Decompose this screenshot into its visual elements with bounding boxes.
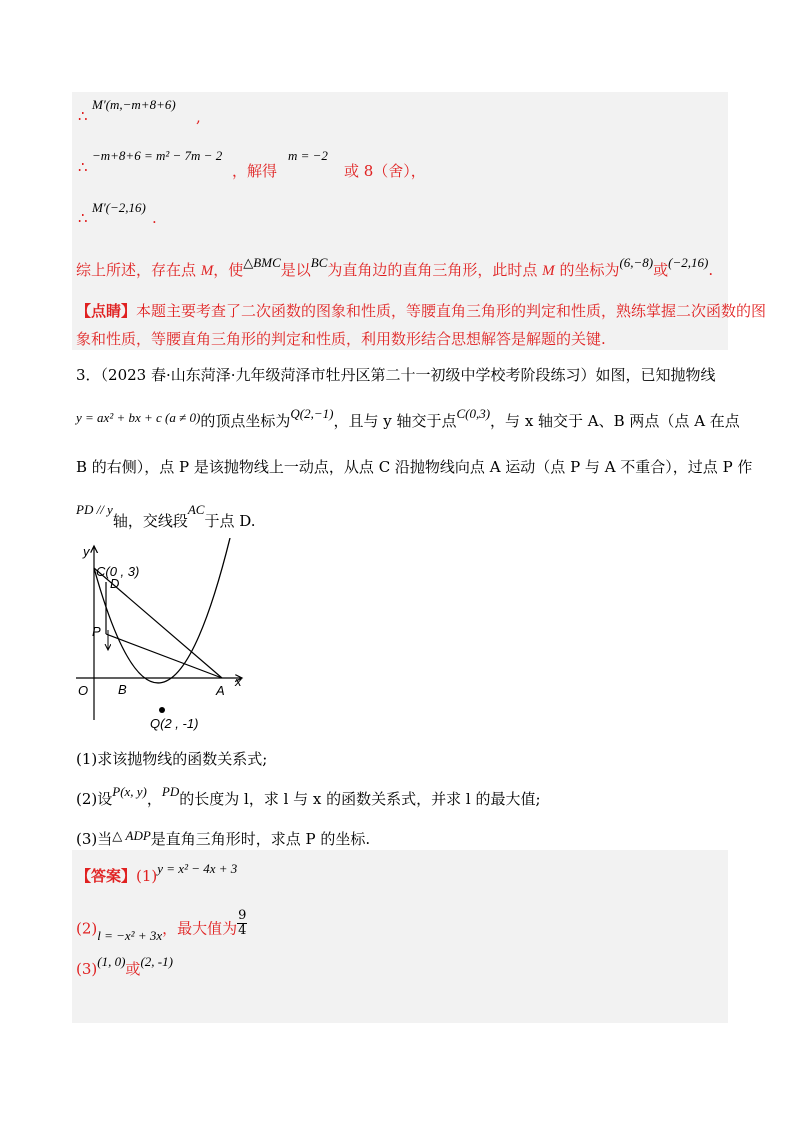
vertex-point <box>159 707 165 713</box>
question-source-line: 3．（2023 春·山东菏泽·九年级菏泽市牡丹区第二十一初级中学校考阶段练习）如图，已知抛物线 <box>76 366 716 384</box>
subquestion-2: (2)设P(x, y)，PD的长度为 l，求 l 与 x 的函数关系式，并求 l 的最大值; <box>76 784 541 808</box>
label-y: y <box>83 544 90 559</box>
question-line-3: B 的右侧），点 P 是该抛物线上一动点，从点 C 沿抛物线向点 A 运动（点 P 与 A 不重合），过点 P 作 <box>76 458 753 476</box>
parabola-curve <box>94 538 230 683</box>
fraction-numerator: 9 <box>238 908 247 923</box>
therefore-3: ∴ <box>78 209 88 227</box>
answer-line-1: 【答案】(1)y = x² − 4x + 3 <box>76 861 238 885</box>
question-line-2: y = ax² + bx + c (a ≠ 0)的顶点坐标为Q(2,−1)，且与 y 轴交于点C(0,3)，与 x 轴交于 A、B 两点（点 A 在点 <box>76 406 740 430</box>
label-c: C(0 , 3) <box>96 564 140 579</box>
label-q: Q(2 , -1) <box>150 716 199 731</box>
fraction-denominator: 4 <box>238 923 247 938</box>
parabola-figure <box>70 538 260 738</box>
comma-1: , <box>196 108 201 126</box>
label-origin: O <box>78 683 89 698</box>
label-p: P <box>92 624 101 639</box>
question-line-4: PD // y轴，交线段AC于点 D. <box>76 502 256 530</box>
math-m-prime-2: M′(−2,16) <box>92 200 146 215</box>
label-b: B <box>118 682 127 697</box>
label-d: D <box>110 576 120 591</box>
answer-line-2: (2)l = −x² + 3x，最大值为 $\frac{9}{4}$ <box>76 908 247 943</box>
therefore-1: ∴ <box>78 107 88 125</box>
comment-line-2: 象和性质，等腰直角三角形的判定和性质，利用数形结合思想解答是解题的关键. <box>76 330 606 348</box>
label-a: A <box>216 683 225 698</box>
answer-line-3: (3)(1, 0)或(2, -1) <box>76 954 173 978</box>
solve-text: ，解得 <box>232 162 278 180</box>
math-equation: −m+8+6 = m² − 7m − 2 <box>92 148 223 163</box>
math-m-value: m = −2 <box>288 148 328 163</box>
reject-text: 或 8（舍）， <box>344 162 426 180</box>
conclusion-line: 综上所述，存在点 M，使△BMC是以BC为直角边的直角三角形，此时点 M 的坐标为(6,−8)或(−2,16). <box>76 255 714 279</box>
comment-line-1: 【点睛】本题主要考查了二次函数的图象和性质，等腰直角三角形的判定和性质，熟练掌握二次函数的图 <box>76 302 767 320</box>
subquestion-3: (3)当△ ADP是直角三角形时，求点 P 的坐标. <box>76 828 371 848</box>
math-m-prime-1: M′(m,−m+8+6) <box>92 97 176 112</box>
comment-tag: 【点睛】 <box>76 302 137 320</box>
period-3: . <box>152 209 157 227</box>
label-x: x <box>235 674 242 689</box>
segment-pa <box>106 634 222 678</box>
answer-tag: 【答案】 <box>76 867 137 885</box>
subquestion-1: (1)求该抛物线的函数关系式; <box>76 750 268 768</box>
therefore-2: ∴ <box>78 158 88 176</box>
